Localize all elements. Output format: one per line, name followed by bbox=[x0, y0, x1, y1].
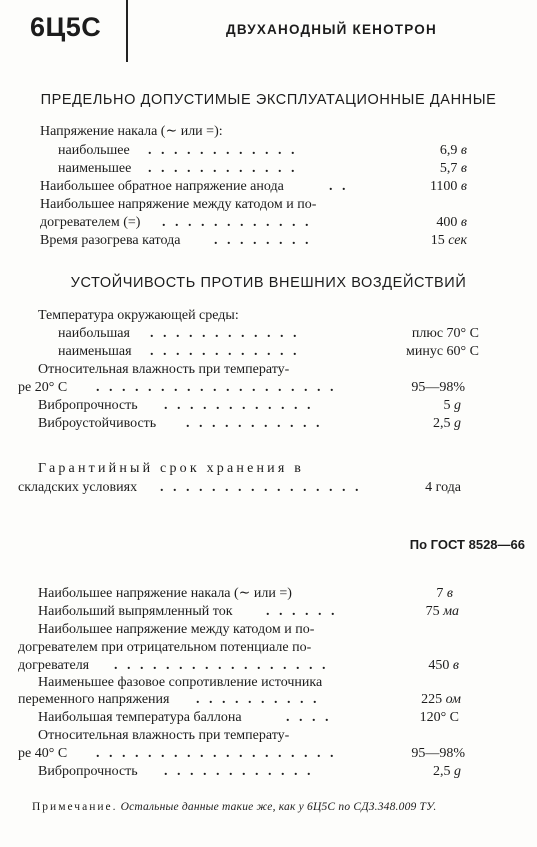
row-humidity-gost bbox=[0, 745, 537, 763]
row-label: Относительная влажность при температу- bbox=[38, 728, 290, 743]
header-divider bbox=[126, 0, 128, 62]
leader-dots: . . bbox=[329, 179, 349, 194]
row-value: 6,9 в bbox=[439, 143, 467, 158]
row-phase-resistance bbox=[0, 691, 537, 709]
row-reverse-voltage bbox=[0, 178, 537, 196]
row-heater-cathode bbox=[0, 214, 537, 232]
leader-dots: . . . . . . . . . . . . bbox=[148, 161, 298, 176]
row-value: 1100 в bbox=[429, 179, 467, 194]
leader-dots: . . . . . . . . . . . . bbox=[150, 326, 300, 341]
row-label: Напряжение накала (∼ или =): bbox=[40, 124, 223, 139]
row-label: Относительная влажность при температу- bbox=[38, 362, 290, 377]
row-storage bbox=[0, 479, 537, 497]
row-label: ре 40° С bbox=[18, 746, 68, 761]
row-label: Наибольший выпрямленный ток bbox=[38, 604, 233, 619]
row-label: Гарантийный срок хранения в bbox=[38, 461, 305, 476]
row-label: Время разогрева катода bbox=[40, 233, 181, 248]
row-humidity bbox=[0, 379, 537, 397]
row-heater-max bbox=[0, 142, 537, 160]
leader-dots: . . . . . . . . . . . . . . . . . . . bbox=[96, 380, 337, 395]
row-value: 5,7 в bbox=[439, 161, 467, 176]
row-heater-voltage-gost bbox=[0, 585, 537, 603]
footnote-text: Остальные данные такие же, как у 6Ц5С по СДЗ.348.009 ТУ. bbox=[120, 801, 437, 813]
row-value: 400 в bbox=[436, 215, 467, 230]
row-label: наименьшее bbox=[58, 161, 132, 176]
row-vibration-stability bbox=[0, 415, 537, 433]
row-label: Наибольшее напряжение между катодом и по- bbox=[38, 622, 315, 637]
leader-dots: . . . . . . . . . . bbox=[196, 692, 320, 707]
leader-dots: . . . . . . . . . . . . bbox=[148, 143, 298, 158]
row-humidity-line1 bbox=[0, 361, 537, 379]
section-title-resistance: УСТОЙЧИВОСТЬ ПРОТИВ ВНЕШНИХ ВОЗДЕЙСТВИЙ bbox=[70, 275, 467, 291]
leader-dots: . . . . . . . . . . . . bbox=[150, 344, 300, 359]
row-storage-line1 bbox=[0, 460, 537, 478]
row-warmup-time bbox=[0, 232, 537, 250]
leader-dots: . . . . bbox=[286, 710, 332, 725]
row-label: Наименьшее фазовое сопротивление источника bbox=[38, 675, 323, 690]
row-label: Вибропрочность bbox=[38, 398, 138, 413]
footnote bbox=[32, 801, 436, 813]
row-temp-min bbox=[0, 343, 537, 361]
row-value: 450 в bbox=[428, 658, 459, 673]
row-value: 2,5 g bbox=[433, 764, 461, 779]
row-phase-res-line1 bbox=[0, 674, 537, 692]
row-rectified-current bbox=[0, 603, 537, 621]
row-label: Вибропрочность bbox=[38, 764, 138, 779]
row-value: 120° С bbox=[419, 710, 459, 725]
leader-dots: . . . . . . . . . . . . . . . . bbox=[160, 480, 362, 495]
row-value: 75 ма bbox=[425, 604, 459, 619]
row-label: Наибольшее напряжение между катодом и по- bbox=[40, 197, 317, 212]
row-heater-voltage bbox=[0, 123, 537, 141]
row-value: 95—98% bbox=[411, 380, 465, 395]
row-temp-max bbox=[0, 325, 537, 343]
row-label: Виброустойчивость bbox=[38, 416, 157, 431]
row-label: догревателем (=) bbox=[40, 215, 141, 230]
row-label: переменного напряжения bbox=[18, 692, 170, 707]
row-heater-cathode-line1 bbox=[0, 196, 537, 214]
row-value: 4 года bbox=[425, 480, 461, 495]
row-value: 2,5 g bbox=[433, 416, 461, 431]
row-humidity-gost-line1 bbox=[0, 727, 537, 745]
row-vibration-gost bbox=[0, 763, 537, 781]
leader-dots: . . . . . . . . . . . bbox=[186, 416, 323, 431]
row-hk-gost-line2 bbox=[0, 639, 537, 657]
section-title-limits: ПРЕДЕЛЬНО ДОПУСТИМЫЕ ЭКСПЛУАТАЦИОННЫЕ ДАННЫЕ bbox=[40, 92, 497, 108]
row-bulb-temp bbox=[0, 709, 537, 727]
header bbox=[0, 0, 537, 62]
leader-dots: . . . . . . . . . . . . . . . . . bbox=[114, 658, 329, 673]
row-label: Температура окружающей среды: bbox=[38, 308, 239, 323]
leader-dots: . . . . . . . . . . . . bbox=[162, 215, 312, 230]
leader-dots: . . . . . . bbox=[266, 604, 338, 619]
row-label: ре 20° С bbox=[18, 380, 68, 395]
row-value: 7 в bbox=[436, 586, 453, 601]
row-label: догревателем при отрицательном потенциале по- bbox=[18, 640, 312, 655]
row-label: наименьшая bbox=[58, 344, 132, 359]
row-value: 5 g bbox=[443, 398, 461, 413]
footnote-label: Примечание. bbox=[32, 801, 118, 813]
row-label: складских условиях bbox=[18, 480, 138, 495]
row-vibration-strength bbox=[0, 397, 537, 415]
row-value: плюс 70° С bbox=[411, 326, 479, 341]
leader-dots: . . . . . . . . . . . . bbox=[164, 398, 314, 413]
row-hk-gost bbox=[0, 657, 537, 675]
row-ambient-temp bbox=[0, 307, 537, 325]
leader-dots: . . . . . . . . . . . . bbox=[164, 764, 314, 779]
row-value: 95—98% bbox=[411, 746, 465, 761]
row-value: 15 сек bbox=[430, 233, 467, 248]
row-label: Наибольшее напряжение накала (∼ или =) bbox=[38, 586, 292, 601]
row-heater-min bbox=[0, 160, 537, 178]
row-label: наибольшее bbox=[58, 143, 130, 158]
row-label: Наибольшее обратное напряжение анода bbox=[40, 179, 284, 194]
tube-type: ДВУХАНОДНЫЙ КЕНОТРОН bbox=[226, 22, 437, 37]
row-value: минус 60° С bbox=[406, 344, 479, 359]
tube-designation: 6Ц5С bbox=[30, 12, 102, 42]
row-label: наибольшая bbox=[58, 326, 130, 341]
leader-dots: . . . . . . . . . . . . . . . . . . . bbox=[96, 746, 337, 761]
gost-standard: По ГОСТ 8528—66 bbox=[409, 537, 525, 552]
row-value: 225 ом bbox=[421, 692, 461, 707]
row-hk-gost-line1 bbox=[0, 621, 537, 639]
row-label: догревателя bbox=[18, 658, 90, 673]
leader-dots: . . . . . . . . bbox=[214, 233, 312, 248]
row-label: Наибольшая температура баллона bbox=[38, 710, 242, 725]
